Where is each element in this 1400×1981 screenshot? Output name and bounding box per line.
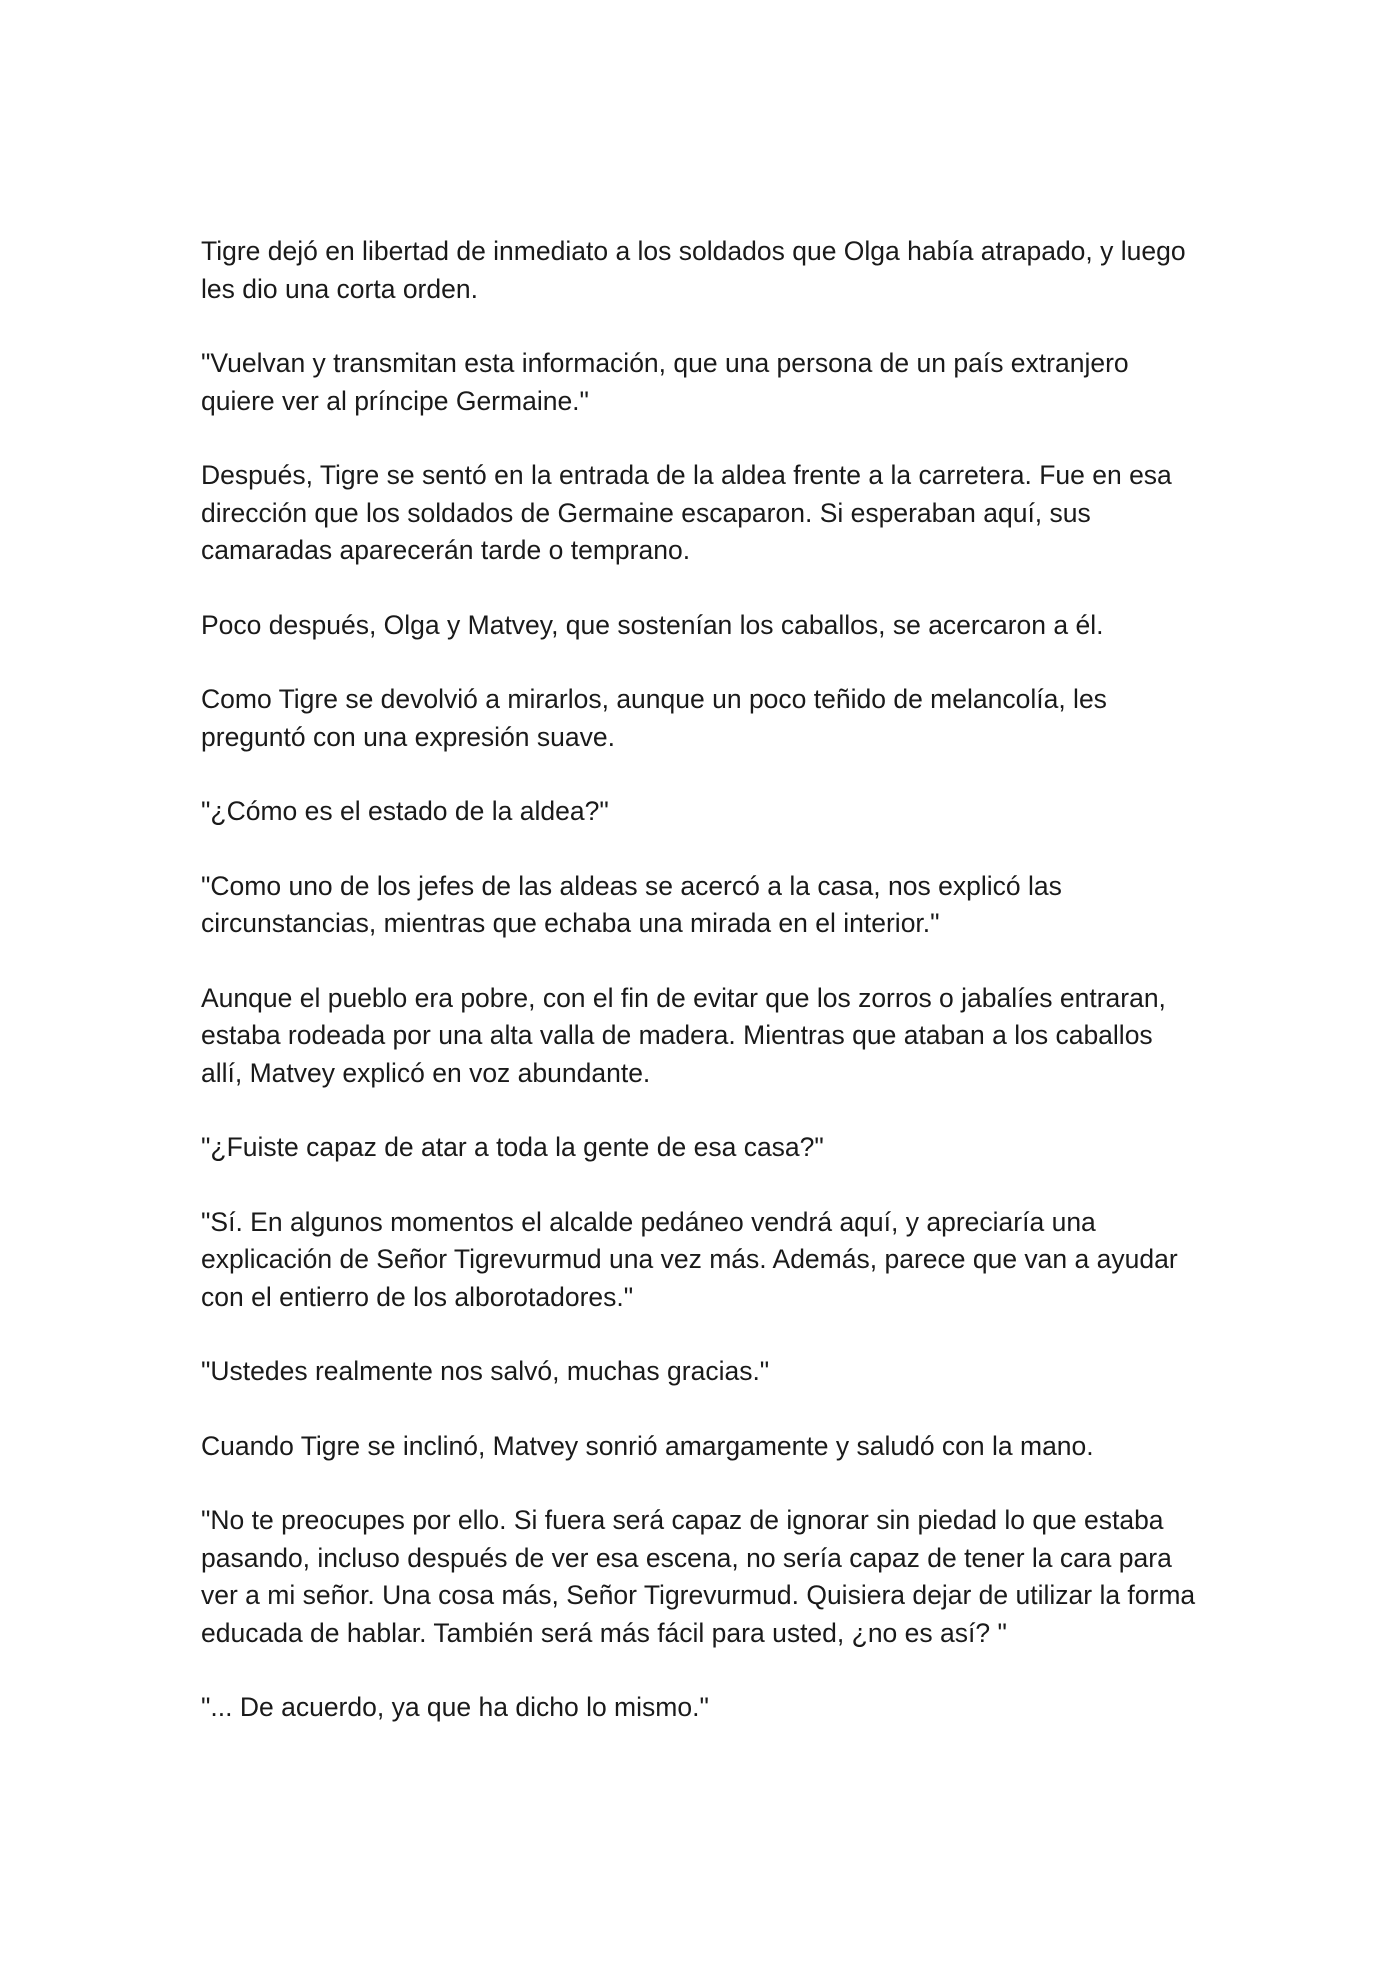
paragraph: Aunque el pueblo era pobre, con el fin de evitar que los zorros o jabalíes entraran, estaba rodeada por una alta valla de madera. Mientras que ataban a los caballos allí, Matvey explicó en voz abundante. xyxy=(201,982,1166,1088)
paragraph: Poco después, Olga y Matvey, que sostenían los caballos, se acercaron a él. xyxy=(201,609,1104,640)
paragraph: "Vuelvan y transmitan esta información, que una persona de un país extranjero quiere ver al príncipe Germaine." xyxy=(201,348,1129,416)
paragraph: "... De acuerdo, ya que ha dicho lo mismo." xyxy=(201,1692,709,1722)
paragraph: "¿Fuiste capaz de atar a toda la gente de esa casa?" xyxy=(201,1132,824,1162)
paragraph: "No te preocupes por ello. Si fuera será capaz de ignorar sin piedad lo que estaba pasando, incluso después de ver esa escena, no sería capaz de tener la cara para ver a mi señor. Una cosa más, Señor Tigrevurmud. Quisiera dejar de utilizar la forma educada de hablar. También será más fácil para usted, ¿no es así? " xyxy=(201,1505,1196,1648)
paragraph: Como Tigre se devolvió a mirarlos, aunque un poco teñido de melancolía, les preguntó con una expresión suave. xyxy=(201,684,1107,752)
paragraph: "Como uno de los jefes de las aldeas se acercó a la casa, nos explicó las circunstancias, mientras que echaba una mirada en el interior." xyxy=(201,870,1062,938)
paragraph: "Sí. En algunos momentos el alcalde pedáneo vendrá aquí, y apreciaría una explicación de Señor Tigrevurmud una vez más. Además, parece que van a ayudar con el entierro de los alborotadores." xyxy=(201,1206,1178,1312)
paragraph: Cuando Tigre se inclinó, Matvey sonrió amargamente y saludó con la mano. xyxy=(201,1430,1094,1461)
paragraph: "Ustedes realmente nos salvó, muchas gracias." xyxy=(201,1356,770,1386)
paragraph: Después, Tigre se sentó en la entrada de la aldea frente a la carretera. Fue en esa dirección que los soldados de Germaine escaparon. Si esperaban aquí, sus camaradas aparecerán tarde o temprano. xyxy=(201,460,1172,565)
paragraph: "¿Cómo es el estado de la aldea?" xyxy=(201,796,609,826)
paragraph: Tigre dejó en libertad de inmediato a los soldados que Olga había atrapado, y luego les dio una corta orden. xyxy=(201,236,1186,304)
document-body xyxy=(201,233,1201,1727)
